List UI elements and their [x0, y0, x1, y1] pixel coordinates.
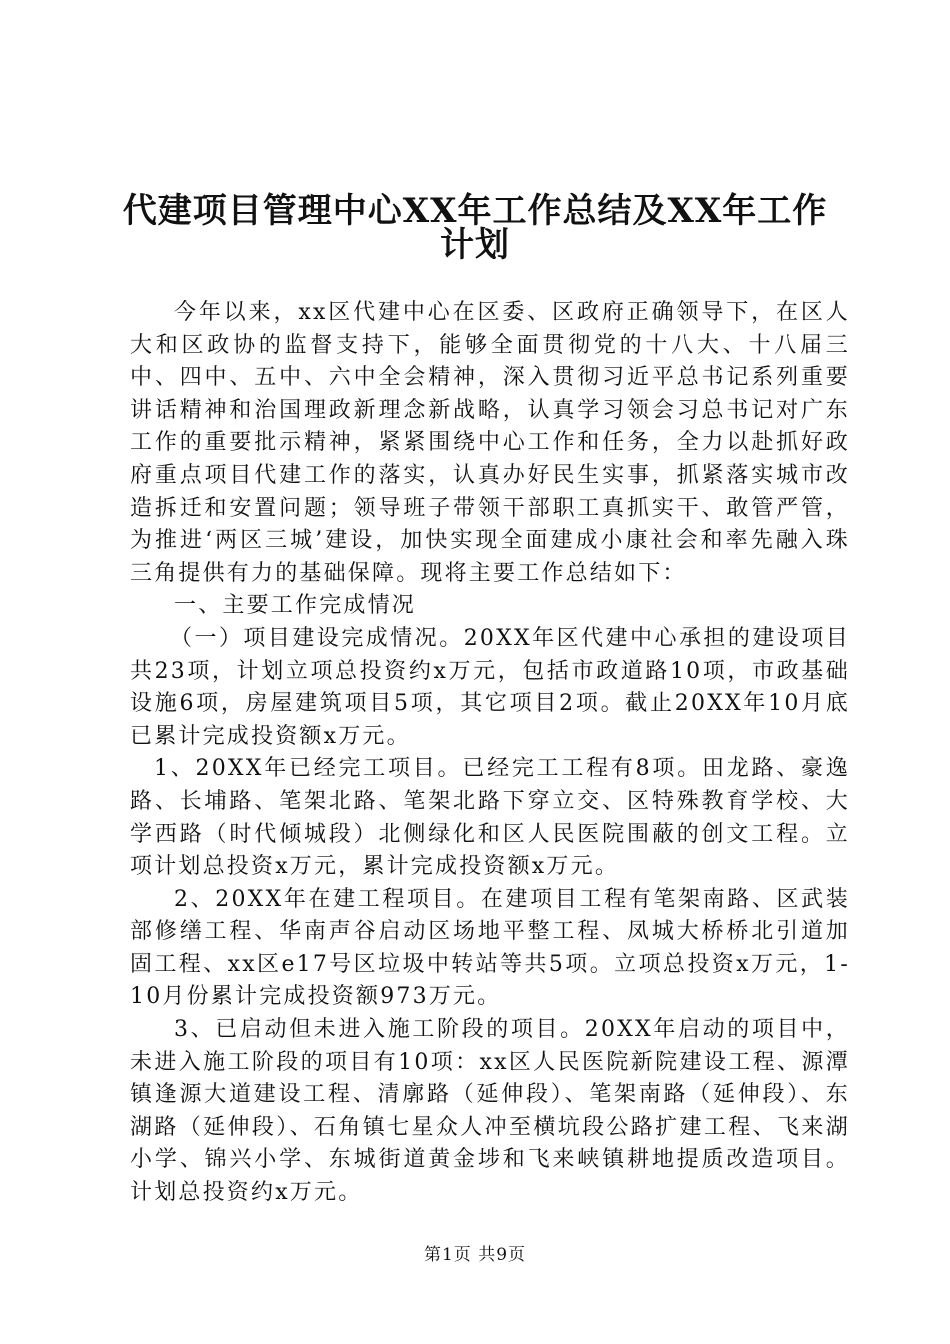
item-started-not-constructing: 3、已启动但未进入施工阶段的项目。20XX年启动的项目中，未进入施工阶段的项目有10项：xx区人民医院新院建设工程、源潭镇逢源大道建设工程、清廓路（延伸段）、笔架南路（延伸段）、东湖路（延伸段）、石角镇七星众人冲至横坑段公路扩建工程、飞来湖小学、锦兴小学、东城街道黄金埗和飞来峡镇耕地提质改造项目。计划总投资约x万元。	[130, 1017, 850, 1206]
item-projects-under-construction: 2、20XX年在建工程项目。在建项目工程有笔架南路、区武装部修缮工程、华南声谷启动区场地平整工程、凤城大桥桥北引道加固工程、xx区e17号区垃圾中转站等共5项。立项总投资x万元，1-10月份累计完成投资额973万元。	[130, 886, 850, 1010]
item-completed-projects: 1、20XX年已经完工项目。已经完工工程有8项。田龙路、豪逸路、长埔路、笔架北路、笔架北路下穿立交、区特殊教育学校、大学西路（时代倾城段）北侧绿化和区人民医院围蔽的创文工程。立项计划总投资x万元，累计完成投资额x万元。	[130, 756, 850, 880]
page-footer: 第1页 共9页	[423, 1245, 527, 1265]
section-heading-main-work: 一、主要工作完成情况	[174, 593, 417, 619]
document-title-line-1: 代建项目管理中心XX年工作总结及XX年工作	[122, 191, 828, 231]
subsection-project-construction: （一）项目建设完成情况。20XX年区代建中心承担的建设项目共23项，计划立项总投资约x万元，包括市政道路10项，市政基础设施6项，房屋建筑项目5项，其它项目2项。截止20XX年10月底已累计完成投资额x万元。	[130, 625, 850, 749]
intro-paragraph: 今年以来，xx区代建中心在区委、区政府正确领导下，在区人大和区政协的监督支持下，能够全面贯彻党的十八大、十八届三中、四中、五中、六中全会精神，深入贯彻习近平总书记系列重要讲话精神和治国理政新理念新战略，认真学习领会习总书记对广东工作的重要批示精神，紧紧围绕中心工作和任务，全力以赴抓好政府重点项目代建工作的落实，认真办好民生实事，抓紧落实城市改造拆迁和安置问题；领导班子带领干部职工真抓实干、敢管严管，为推进‘两区三城’建设，加快实现全面建成小康社会和率先融入珠三角提供有力的基础保障。现将主要工作总结如下：	[130, 300, 850, 586]
document-title-line-2: 计划	[440, 225, 510, 265]
document-body	[130, 297, 850, 1210]
